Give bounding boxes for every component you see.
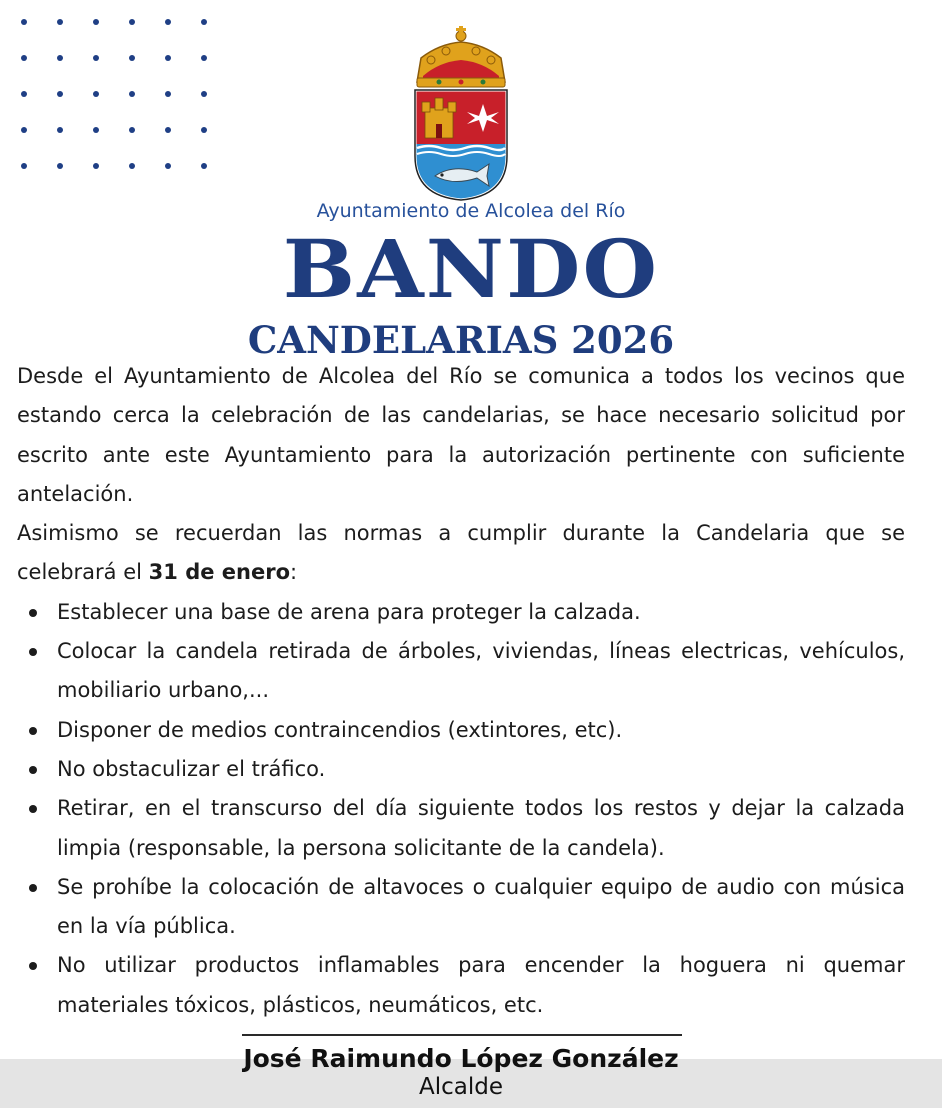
decorative-dot xyxy=(42,112,78,148)
decorative-dot xyxy=(78,112,114,148)
organization-name: Ayuntamiento de Alcolea del Río xyxy=(316,200,626,222)
list-item xyxy=(17,789,905,868)
decorative-dot xyxy=(186,76,222,112)
notice-body xyxy=(17,357,905,1025)
decorative-dot xyxy=(6,4,42,40)
decorative-dot xyxy=(150,40,186,76)
event-date: 31 de enero xyxy=(148,560,291,585)
decorative-dot xyxy=(114,76,150,112)
decorative-dot xyxy=(114,40,150,76)
decorative-dot xyxy=(42,40,78,76)
bullet-icon xyxy=(29,884,37,892)
decorative-dot xyxy=(78,40,114,76)
decorative-dot xyxy=(114,112,150,148)
bullet-icon xyxy=(29,609,37,617)
decorative-dot xyxy=(186,112,222,148)
rule-text: Disponer de medios contraincendios (extintores, etc). xyxy=(57,717,623,742)
list-item xyxy=(17,593,905,632)
list-item xyxy=(17,750,905,789)
list-item xyxy=(17,632,905,711)
decorative-dot xyxy=(6,112,42,148)
decorative-dot xyxy=(42,148,78,184)
decorative-dot xyxy=(78,4,114,40)
reminder-colon: : xyxy=(290,560,298,585)
bullet-icon xyxy=(29,962,37,970)
rule-text: No obstaculizar el tráfico. xyxy=(57,756,326,781)
decorative-dot xyxy=(150,148,186,184)
signer-name: José Raimundo López González xyxy=(243,1044,679,1073)
reminder-paragraph xyxy=(17,514,905,593)
crown-icon xyxy=(417,26,505,87)
rules-list xyxy=(17,593,905,1025)
bullet-icon xyxy=(29,766,37,774)
decorative-dot xyxy=(186,40,222,76)
decorative-dot xyxy=(6,40,42,76)
bullet-icon xyxy=(29,805,37,813)
decorative-dot xyxy=(6,76,42,112)
rule-text: No utilizar productos inflamables para encender la hoguera ni quemar materiales tóxicos, plásticos, neumáticos, etc. xyxy=(57,953,905,1017)
rule-text: Se prohíbe la colocación de altavoces o cualquier equipo de audio con música en la vía pública. xyxy=(57,874,905,939)
coat-of-arms-icon xyxy=(409,24,513,202)
list-item xyxy=(17,868,905,947)
page-subtitle: CANDELARIAS 2026 xyxy=(247,318,675,362)
page-title: BANDO xyxy=(282,222,660,316)
decorative-dot xyxy=(150,112,186,148)
rule-text: Retirar, en el transcurso del día siguiente todos los restos y dejar la calzada limpia (responsable, la persona solicitante de la candela). xyxy=(57,796,905,860)
decorative-dot xyxy=(78,76,114,112)
decorative-dot xyxy=(42,4,78,40)
decorative-dot xyxy=(42,76,78,112)
rule-text: Establecer una base de arena para proteger la calzada. xyxy=(57,599,641,624)
decorative-dot xyxy=(150,4,186,40)
bullet-icon xyxy=(29,727,37,735)
decorative-dot xyxy=(114,148,150,184)
list-item xyxy=(17,711,905,750)
decorative-dot xyxy=(186,4,222,40)
decorative-dot xyxy=(150,76,186,112)
list-item xyxy=(17,946,905,1025)
decorative-dot xyxy=(186,148,222,184)
signature-line xyxy=(242,1034,682,1036)
rule-text: Colocar la candela retirada de árboles, viviendas, líneas electricas, vehículos, mobiliario urbano,... xyxy=(57,639,905,703)
bullet-icon xyxy=(29,648,37,656)
decorative-dot xyxy=(6,148,42,184)
intro-paragraph: Desde el Ayuntamiento de Alcolea del Río se comunica a todos los vecinos que estando cerca la celebración de las candelarias, se hace necesario solicitud por escrito ante este Ayuntamiento para la autorización pertinente con suficiente antelación. xyxy=(17,364,905,506)
decorative-dot xyxy=(114,4,150,40)
decorative-dot xyxy=(78,148,114,184)
reminder-text: Asimismo se recuerdan las normas a cumplir durante la Candelaria que se celebrará el xyxy=(17,521,905,585)
decorative-dot-grid-icon xyxy=(6,4,222,184)
signer-role: Alcalde xyxy=(418,1074,503,1100)
